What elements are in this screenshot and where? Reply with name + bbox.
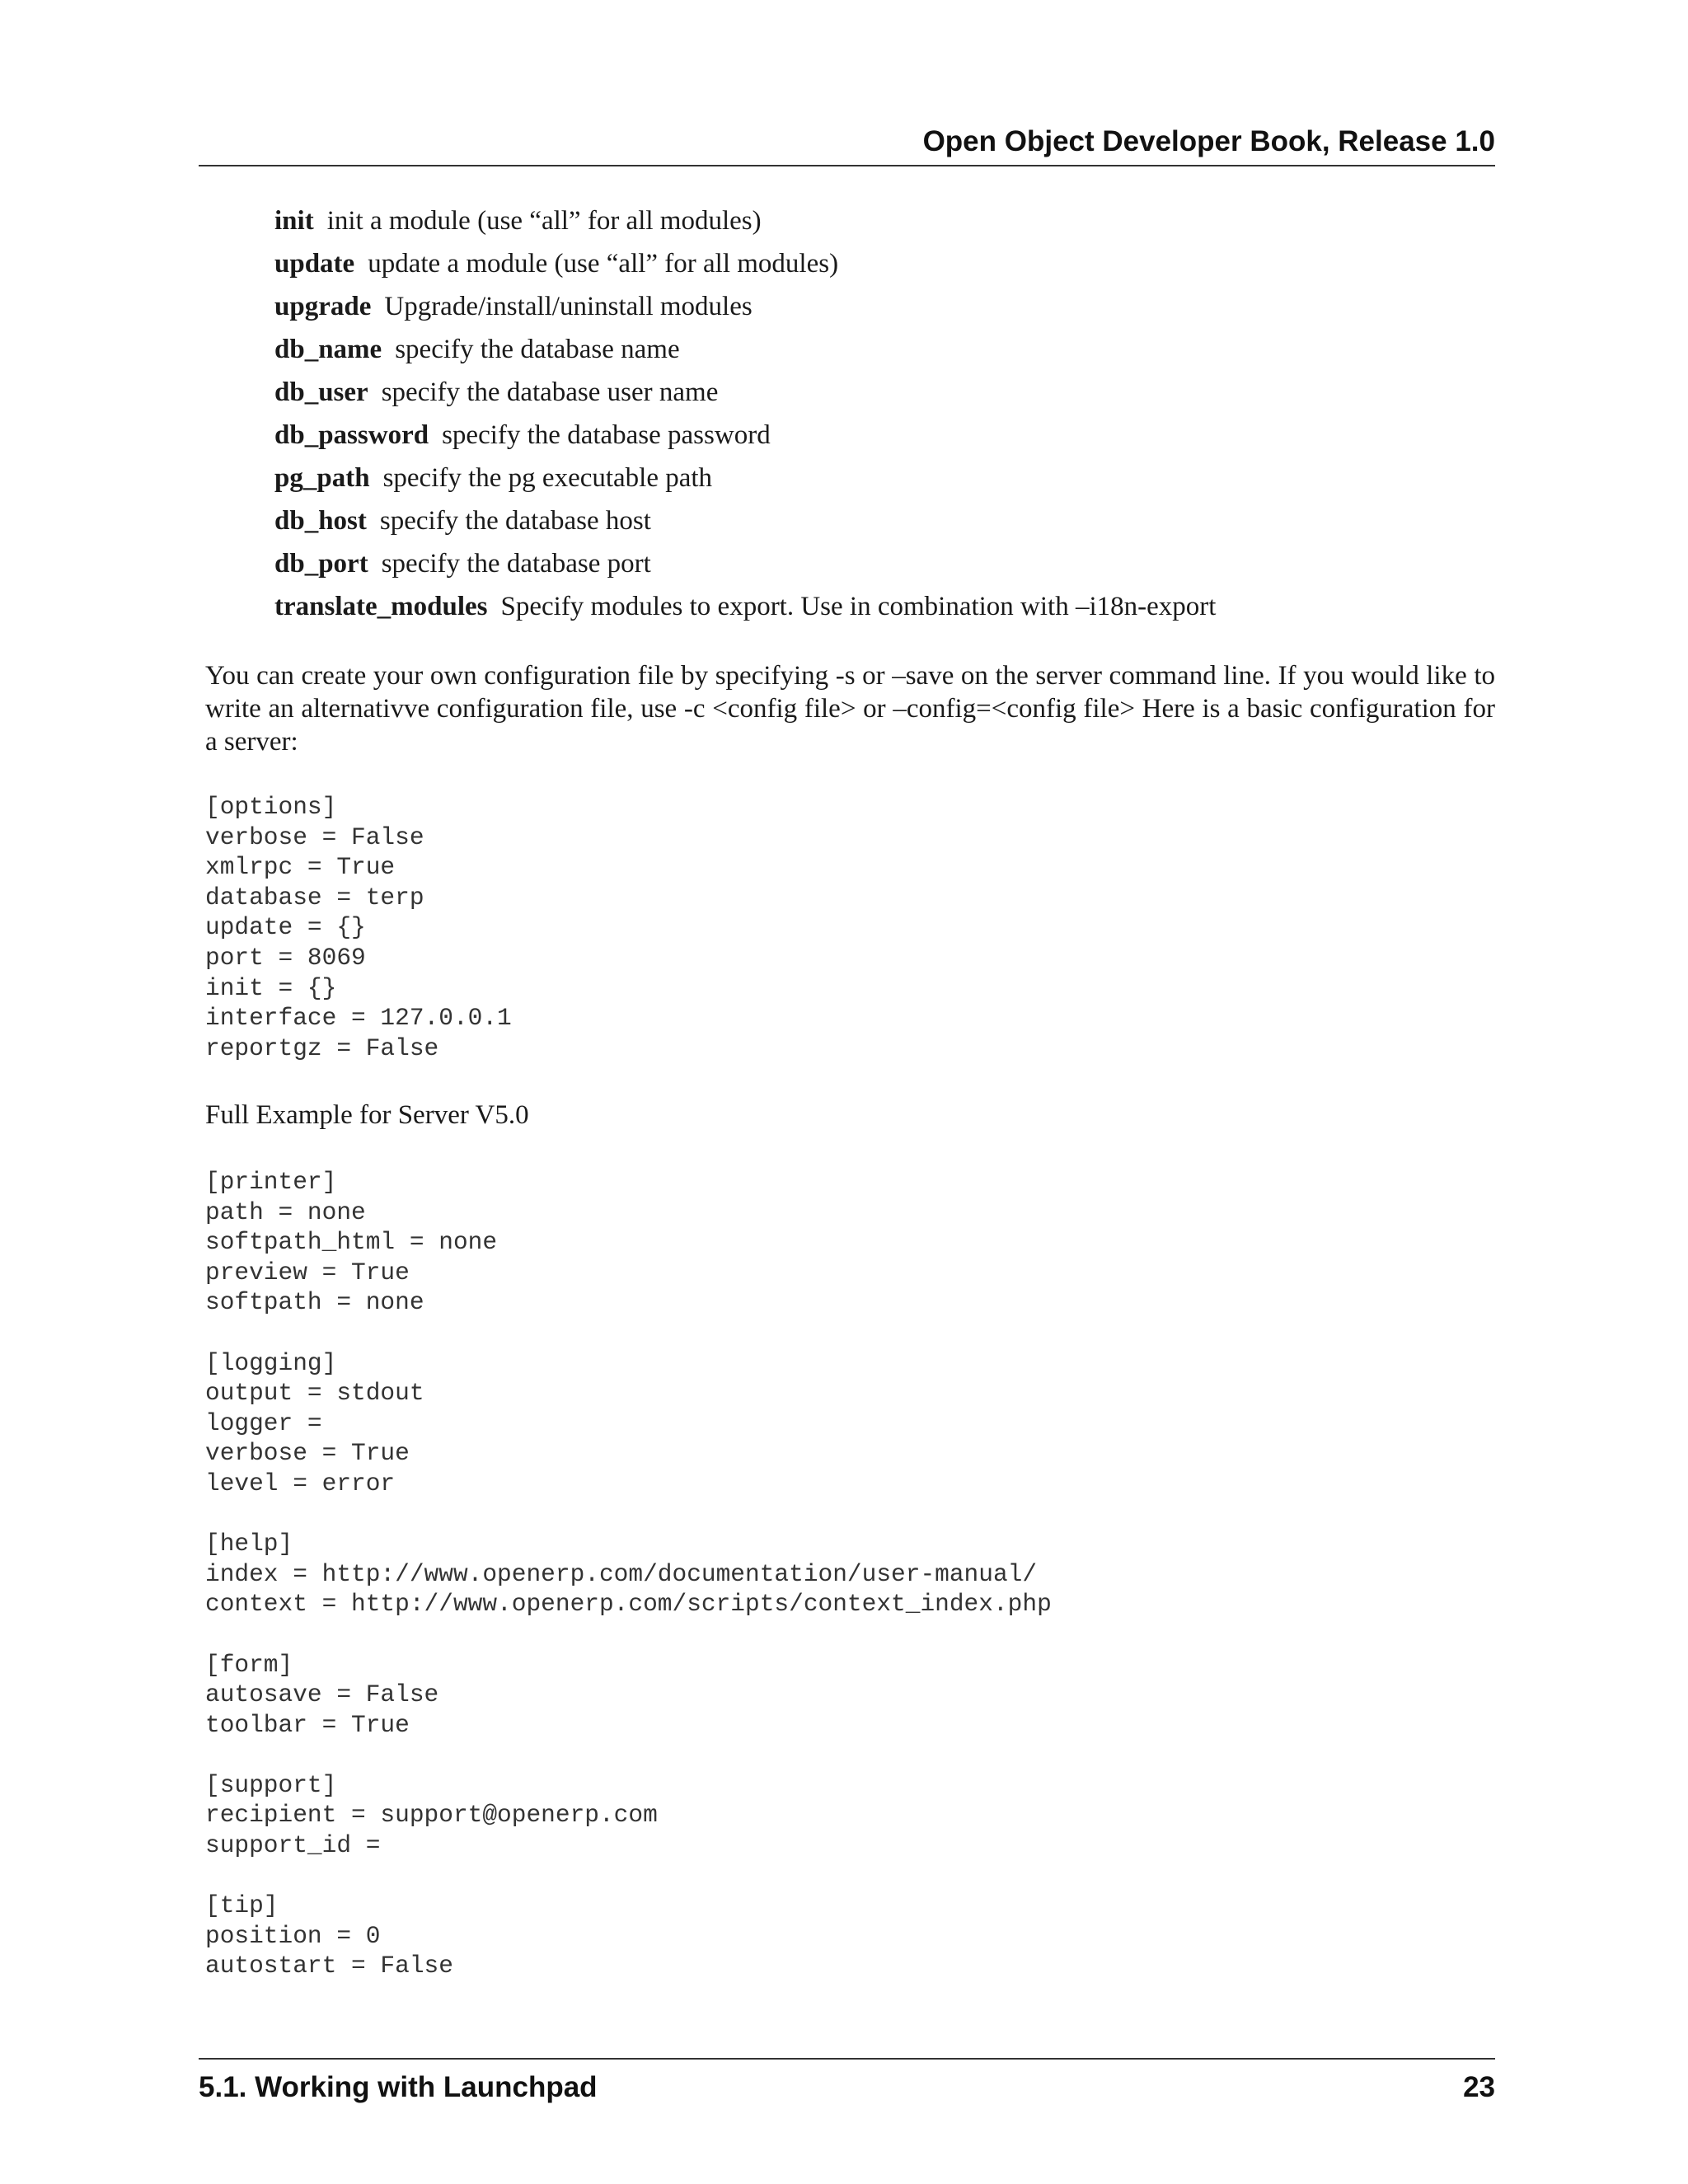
option-term: update — [274, 249, 355, 279]
option-description: specify the pg executable path — [382, 463, 713, 493]
option-term: db_port — [274, 549, 368, 579]
option-item-upgrade — [274, 285, 1494, 328]
option-description: Upgrade/install/uninstall modules — [384, 292, 753, 321]
option-term: db_name — [274, 335, 382, 364]
book-title: Open Object Developer Book, Release 1.0 — [922, 125, 1495, 157]
option-item-db-port — [274, 542, 1494, 585]
basic-config-code-block: [options] verbose = False xmlrpc = True database = terp update = {} port = 8069 init = {} interface = 127.0.0.1 reportgz = False — [205, 793, 512, 1062]
page-header — [199, 124, 1495, 166]
full-example-caption: Full Example for Server V5.0 — [205, 1100, 529, 1130]
option-description: specify the database password — [442, 420, 771, 450]
option-term: db_password — [274, 420, 429, 450]
option-item-db-password — [274, 414, 1494, 457]
section-title: 5.1. Working with Launchpad — [199, 2071, 598, 2103]
option-description: specify the database user name — [381, 377, 719, 407]
option-item-init — [274, 199, 1494, 242]
option-item-translate-modules — [274, 585, 1494, 628]
option-item-db-user — [274, 371, 1494, 414]
option-term: upgrade — [274, 292, 372, 321]
page-number: 23 — [1463, 2071, 1495, 2103]
option-term: translate_modules — [274, 592, 488, 621]
option-item-pg-path — [274, 457, 1494, 499]
option-term: init — [274, 206, 314, 236]
page-footer — [199, 2058, 1495, 2109]
option-description: Specify modules to export. Use in combination with –i18n-export — [500, 592, 1217, 621]
full-config-code-block: [printer] path = none softpath_html = none preview = True softpath = none [logging] output = stdout logger = verbose = True level = error [help] index = http://www.openerp.com/documentation/user-manual/ context = http://www.openerp.com/scripts/context_index.php [form] autosave = False toolbar = True [support] recipient = support@openerp.com support_id = [tip] position = 0 autostart = False — [205, 1168, 1052, 1980]
option-term: db_user — [274, 377, 368, 407]
option-description: specify the database port — [381, 549, 651, 579]
option-term: pg_path — [274, 463, 370, 493]
option-item-update — [274, 242, 1494, 285]
option-description: specify the database host — [379, 506, 651, 536]
option-item-db-host — [274, 499, 1494, 542]
option-item-db-name — [274, 328, 1494, 371]
intro-paragraph: You can create your own configuration file by specifying -s or –save on the server command line. If you would like to write an alternativve configuration file, use -c <config file> or –config=<config file> Here is a basic configuration for a server: — [205, 661, 1495, 757]
option-list — [274, 199, 1494, 628]
option-term: db_host — [274, 506, 367, 536]
option-description: update a module (use “all” for all modules) — [368, 249, 839, 279]
option-description: init a module (use “all” for all modules) — [326, 206, 762, 236]
option-description: specify the database name — [395, 335, 680, 364]
